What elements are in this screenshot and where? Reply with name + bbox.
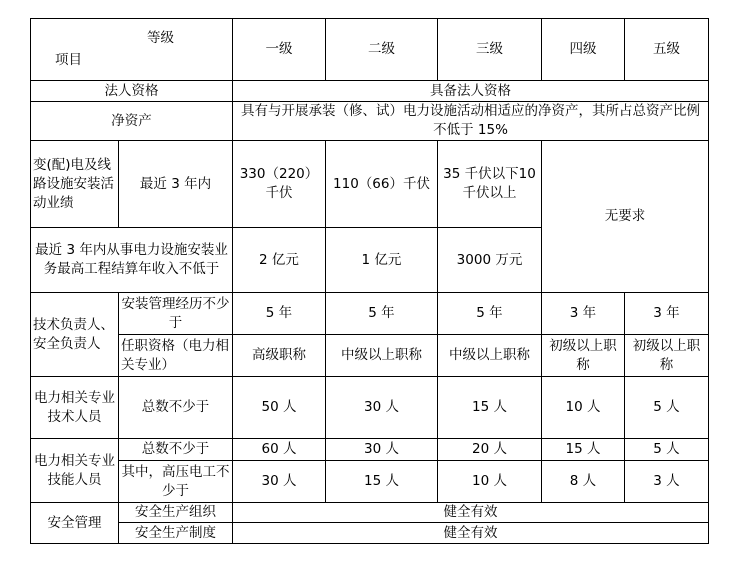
performance-label: 变(配)电及线路设施安装活动业绩 bbox=[31, 141, 119, 228]
skill-total-label: 总数不少于 bbox=[119, 439, 233, 461]
level-header: 三级 bbox=[438, 19, 542, 81]
hv-label: 其中，高压电工不少于 bbox=[119, 461, 233, 503]
tech-staff-value: 5 人 bbox=[625, 377, 709, 439]
legal-value: 具备法人资格 bbox=[233, 81, 709, 102]
hv-value: 8 人 bbox=[542, 461, 625, 503]
hv-value: 10 人 bbox=[438, 461, 542, 503]
skill-total-value: 60 人 bbox=[233, 439, 326, 461]
revenue-value: 2 亿元 bbox=[233, 228, 326, 293]
skill-total-value: 15 人 bbox=[542, 439, 625, 461]
skill-total-value: 30 人 bbox=[326, 439, 438, 461]
performance-value: 35 千伏以下10 千伏以上 bbox=[438, 141, 542, 228]
skill-total-value: 20 人 bbox=[438, 439, 542, 461]
safety-label: 安全管理 bbox=[31, 503, 119, 544]
experience-value: 5 年 bbox=[438, 293, 542, 335]
leaders-label: 技术负责人、安全负责人 bbox=[31, 293, 119, 377]
qualification-value: 高级职称 bbox=[233, 335, 326, 377]
legal-label: 法人资格 bbox=[31, 81, 233, 102]
hv-value: 30 人 bbox=[233, 461, 326, 503]
experience-value: 3 年 bbox=[625, 293, 709, 335]
tech-staff-label: 电力相关专业技术人员 bbox=[31, 377, 119, 439]
qualification-value: 中级以上职称 bbox=[438, 335, 542, 377]
no-requirement: 无要求 bbox=[542, 141, 709, 293]
header-corner-cell bbox=[31, 19, 233, 81]
tech-staff-value: 50 人 bbox=[233, 377, 326, 439]
experience-label: 安装管理经历不少于 bbox=[119, 293, 233, 335]
level-header: 一级 bbox=[233, 19, 326, 81]
safety-system-label: 安全生产制度 bbox=[119, 523, 233, 544]
safety-org-value: 健全有效 bbox=[233, 503, 709, 523]
item-label: 项目 bbox=[55, 52, 82, 68]
safety-org-label: 安全生产组织 bbox=[119, 503, 233, 523]
hv-value: 15 人 bbox=[326, 461, 438, 503]
level-header: 二级 bbox=[326, 19, 438, 81]
experience-value: 3 年 bbox=[542, 293, 625, 335]
net-assets-value: 具有与开展承装（修、试）电力设施活动相适应的净资产，其所占总资产比例不低于 15% bbox=[233, 102, 709, 141]
tech-staff-value: 15 人 bbox=[438, 377, 542, 439]
skill-total-value: 5 人 bbox=[625, 439, 709, 461]
tech-staff-sub: 总数不少于 bbox=[119, 377, 233, 439]
qualification-label: 任职资格（电力相关专业） bbox=[119, 335, 233, 377]
performance-value: 330（220）千伏 bbox=[233, 141, 326, 228]
qualification-value: 初级以上职称 bbox=[542, 335, 625, 377]
level-header: 四级 bbox=[542, 19, 625, 81]
safety-system-value: 健全有效 bbox=[233, 523, 709, 544]
level-header: 五级 bbox=[625, 19, 709, 81]
tech-staff-value: 30 人 bbox=[326, 377, 438, 439]
performance-sub: 最近 3 年内 bbox=[119, 141, 233, 228]
skill-staff-label: 电力相关专业技能人员 bbox=[31, 439, 119, 503]
performance-value: 110（66）千伏 bbox=[326, 141, 438, 228]
tech-staff-value: 10 人 bbox=[542, 377, 625, 439]
experience-value: 5 年 bbox=[326, 293, 438, 335]
net-assets-label: 净资产 bbox=[31, 102, 233, 141]
qualification-value: 中级以上职称 bbox=[326, 335, 438, 377]
revenue-value: 1 亿元 bbox=[326, 228, 438, 293]
qualification-table bbox=[30, 18, 709, 544]
hv-value: 3 人 bbox=[625, 461, 709, 503]
revenue-value: 3000 万元 bbox=[438, 228, 542, 293]
revenue-label: 最近 3 年内从事电力设施安装业务最高工程结算年收入不低于 bbox=[31, 228, 233, 293]
qualification-value: 初级以上职称 bbox=[625, 335, 709, 377]
grade-label: 等级 bbox=[147, 30, 174, 46]
experience-value: 5 年 bbox=[233, 293, 326, 335]
